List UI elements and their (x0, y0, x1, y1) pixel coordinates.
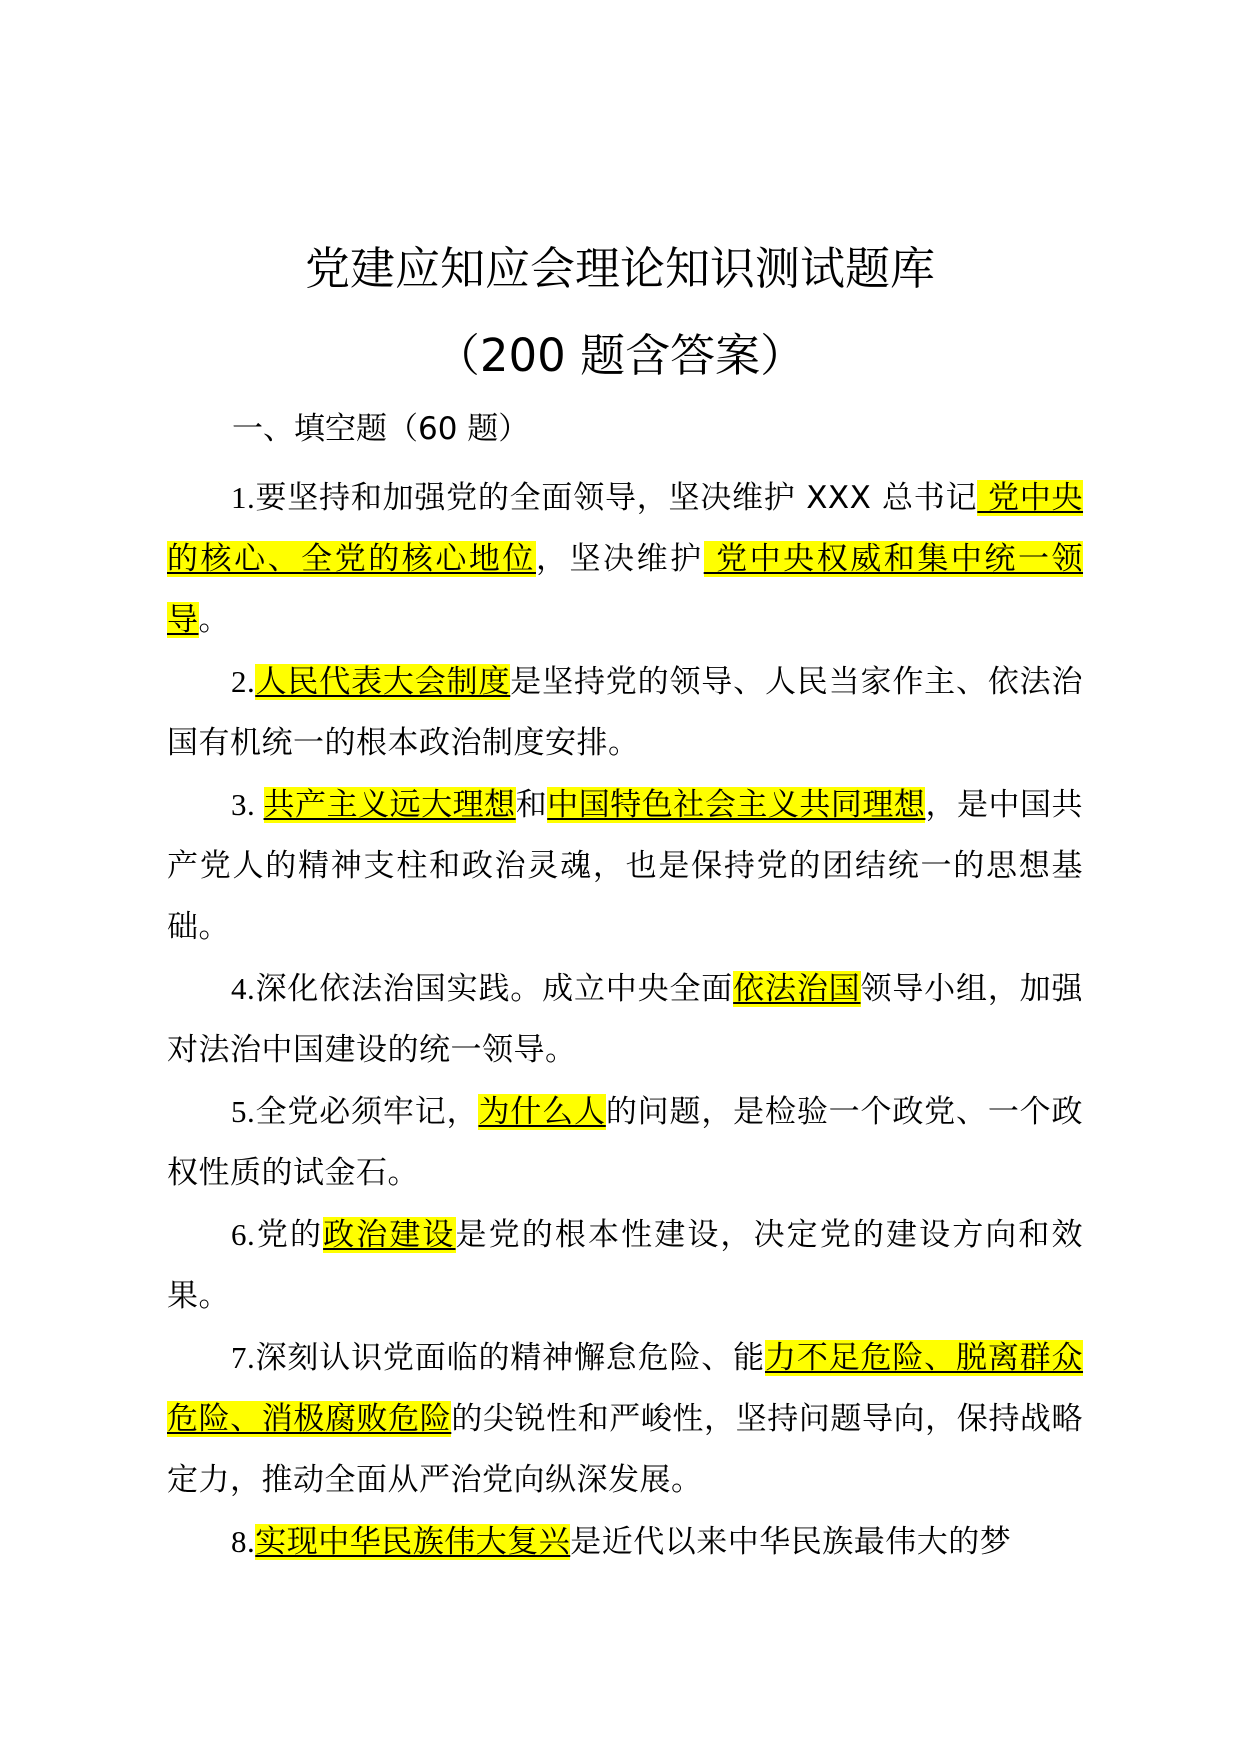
question-text: ，是中国共产党人的精神支柱和政治灵魂，也是保持党的团结统一的思想基础。 (167, 787, 1084, 945)
answer-highlight: 党中央的核心、全党的核心地位 (167, 480, 1084, 577)
question-text: 党的 (255, 1217, 324, 1253)
question-text: 领导小组，加强对法治中国建设的统一领导。 (167, 971, 1084, 1068)
question-text: 深化依法治国实践。成立中央全面 (255, 971, 734, 1007)
question-text: 是坚持党的领导、人民当家作主、依法治国有机统一的根本政治制度安排。 (167, 664, 1084, 761)
question-item (167, 651, 1083, 774)
answer-highlight: 政治建设 (323, 1217, 456, 1253)
question-number: 6. (231, 1217, 256, 1252)
question-item (167, 774, 1083, 958)
answer-highlight: 中国特色社会主义共同理想 (547, 787, 926, 823)
question-text: 和 (515, 787, 548, 823)
document-title: 党建应知应会理论知识测试题库 (304, 242, 935, 295)
document-subtitle: （200 题含答案） (434, 329, 806, 382)
question-text: 。 (198, 602, 230, 638)
question-text: 全党必须牢记， (255, 1094, 479, 1130)
answer-highlight: 共产主义远大理想 (263, 787, 516, 823)
question-number: 7. (231, 1340, 256, 1375)
question-item (167, 1081, 1083, 1204)
question-number: 3. (231, 787, 264, 822)
question-item (167, 467, 1083, 651)
question-text: 深刻认识党面临的精神懈怠危险、能 (255, 1340, 765, 1376)
question-text: 的问题，是检验一个政党、一个政权性质的试金石。 (167, 1094, 1084, 1191)
question-number: 2. (231, 664, 256, 699)
question-item (167, 1327, 1083, 1511)
answer-highlight: 人民代表大会制度 (255, 664, 511, 700)
question-text: 的尖锐性和严峻性，坚持问题导向，保持战略定力，推动全面从严治党向纵深发展。 (167, 1401, 1084, 1498)
answer-highlight: 实现中华民族伟大复兴 (255, 1524, 571, 1560)
question-item (167, 958, 1083, 1081)
question-text: ，坚决维护 (535, 541, 704, 577)
section-heading: 一、填空题（60 题） (232, 411, 530, 447)
question-item (167, 1204, 1083, 1327)
answer-highlight: 力不足危险、脱离群众危险、消极腐败危险 (167, 1340, 1084, 1437)
answer-highlight: 为什么人 (478, 1094, 606, 1130)
question-item (167, 1511, 1083, 1573)
question-number: 1. (231, 480, 256, 515)
answer-highlight: 党中央权威和集中统一领导 (167, 541, 1084, 638)
question-text: 要坚持和加强党的全面领导，坚决维护 XXX 总书记 (255, 480, 978, 516)
question-number: 4. (231, 971, 256, 1006)
question-number: 8. (231, 1524, 256, 1559)
question-number: 5. (231, 1094, 256, 1129)
question-text: 是党的根本性建设，决定党的建设方向和效果。 (167, 1217, 1084, 1314)
question-list (167, 467, 1083, 1573)
answer-highlight: 依法治国 (733, 971, 861, 1007)
question-text: 是近代以来中华民族最伟大的梦 (570, 1524, 1012, 1560)
